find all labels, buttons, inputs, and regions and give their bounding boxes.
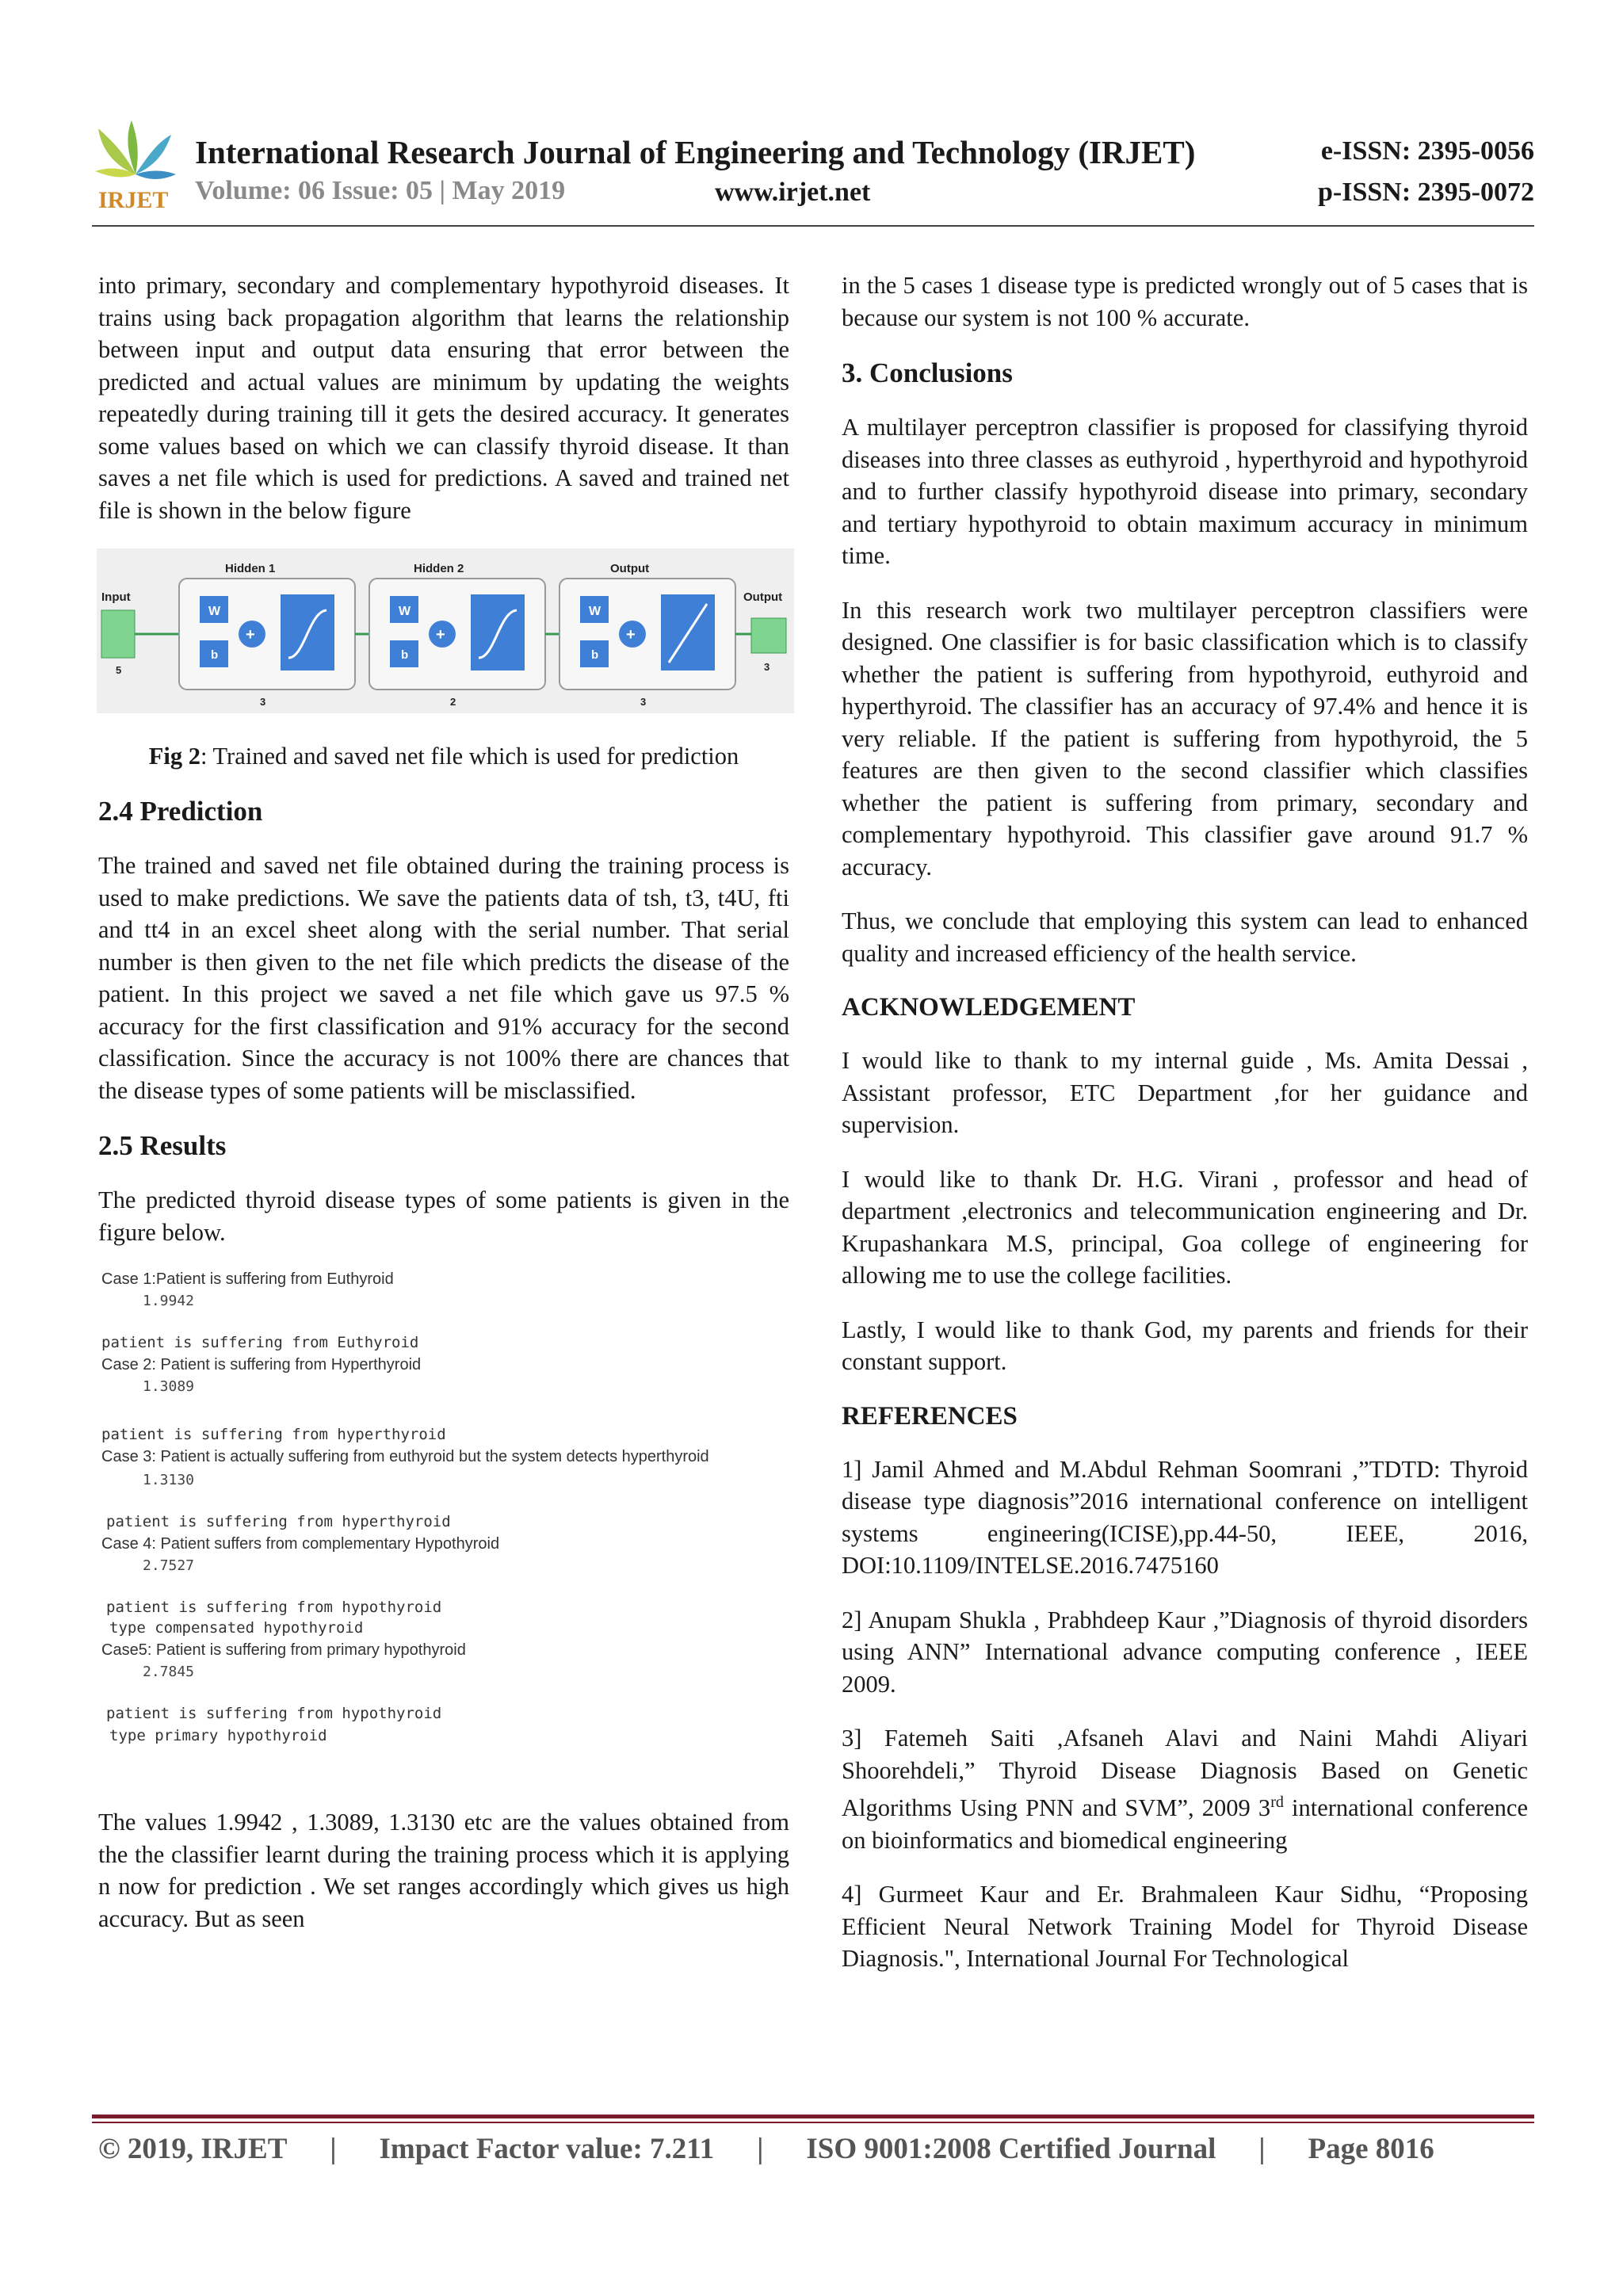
- results-figure: [98, 1270, 789, 1778]
- results-line: 1.3130: [143, 1472, 195, 1488]
- footer-copyright: © 2019, IRJET: [98, 2133, 288, 2165]
- reference-3: [842, 1722, 1528, 1856]
- results-line: 1.9942: [143, 1293, 195, 1309]
- reference-3-superscript: rd: [1270, 1794, 1284, 1811]
- svg-text:b: b: [211, 648, 219, 662]
- svg-text:+: +: [246, 626, 255, 644]
- conclusion-paragraph-1: A multilayer perceptron classifier is proposed for classifying thyroid diseases into three classes as euthyroid , hyperthyroid and hypothyroid and to further classify hypothyroid disease into primary, secondary and tertiary hypothyroid to obtain maximum accuracy in minimum time.: [842, 414, 1528, 569]
- caption-text: : Trained and saved net file which is used for prediction: [200, 743, 739, 770]
- results-line: patient is suffering from hyperthyroid: [106, 1513, 451, 1530]
- results-line: 1.3089: [143, 1378, 195, 1395]
- footer-impact-factor: Impact Factor value: 7.211: [379, 2133, 715, 2165]
- svg-text:3: 3: [764, 661, 770, 673]
- svg-text:Output: Output: [743, 590, 783, 604]
- figure-2-network: [97, 548, 794, 713]
- footer-divider-thick: [92, 2115, 1534, 2118]
- eissn: e-ISSN: 2395-0056: [1320, 136, 1534, 166]
- reference-2: 2] Anupam Shukla , Prabhdeep Kaur ,”Diagnosis of thyroid disorders using ANN” International advance computing conference , IEEE 2009.: [842, 1606, 1528, 1698]
- reference-3-main: 3] Fatemeh Saiti ,Afsaneh Alavi and Naini Mahdi Aliyari Shoorehdeli,” Thyroid Disease Diagnosis Based on Genetic Algorithms Using PNN and SVM”, 2009 3: [842, 1725, 1528, 1822]
- results-intro-paragraph: The predicted thyroid disease types of some patients is given in the figure below.: [98, 1186, 789, 1246]
- prediction-paragraph: The trained and saved net file obtained during the training process is used to make predictions. We save the patients data of tsh, t3, t4U, fti and tt4 in an excel sheet along with the serial number. That serial number is then given to the net file which predicts the disease of the patient. In this project we saved a net file which gave us 97.5 % accuracy for the first classification and 91% accuracy for the second classification. Since the accuracy is not 100% there are chances that the disease types of some patients will be misclassified.: [98, 852, 789, 1104]
- journal-title: International Research Journal of Engineering and Technology (IRJET): [195, 134, 1196, 170]
- volume-info: Volume: 06 Issue: 05 | May 2019: [195, 176, 566, 205]
- page-header: [92, 119, 1534, 230]
- svg-text:b: b: [591, 648, 599, 662]
- svg-text:W: W: [208, 605, 221, 618]
- footer-iso: ISO 9001:2008 Certified Journal: [806, 2133, 1216, 2165]
- intro-paragraph: into primary, secondary and complementary hypothyroid diseases. It trains using back propagation algorithm that learns the relationship between input and output data ensuring that error between the predicted and actual values are minimum by updating the weights repeatedly during training till it gets the desired accuracy. It generates some values based on which we can classify thyroid disease. It than saves a net file which is used for predictions. A saved and trained net file is shown in the below figure: [98, 272, 789, 524]
- page-footer: [98, 2132, 1541, 2166]
- results-line: Case 3: Patient is actually suffering from euthyroid but the system detects hyperthyroid: [101, 1448, 709, 1465]
- results-line: Case 1:Patient is suffering from Euthyroid: [101, 1270, 394, 1288]
- header-divider: [92, 225, 1534, 227]
- ack-paragraph-1: I would like to thank to my internal guide , Ms. Amita Dessai , Assistant professor, ETC Department ,for her guidance and supervision.: [842, 1047, 1528, 1138]
- svg-text:W: W: [589, 605, 601, 618]
- reference-3-tail: international conference on bioinformatics and biomedical engineering: [842, 1794, 1529, 1854]
- svg-text:IRJET: IRJET: [98, 187, 169, 212]
- svg-text:5: 5: [116, 664, 122, 676]
- section-heading-prediction: 2.4 Prediction: [98, 796, 263, 827]
- pissn: p-ISSN: 2395-0072: [1318, 178, 1534, 207]
- section-heading-results: 2.5 Results: [98, 1130, 227, 1161]
- svg-text:+: +: [436, 626, 445, 644]
- results-line: 2.7845: [143, 1664, 195, 1680]
- svg-text:Input: Input: [101, 590, 131, 604]
- footer-separator: |: [1258, 2133, 1266, 2165]
- caption-label: Fig 2: [148, 743, 200, 770]
- footer-divider-thin: [92, 2122, 1534, 2123]
- svg-text:W: W: [399, 605, 411, 618]
- reference-1: 1] Jamil Ahmed and M.Abdul Rehman Soomrani ,”TDTD: Thyroid disease type diagnosis”2016 international conference on intelligent systems engineering(ICISE),pp.44-50, IEEE, 2016, DOI:10.1109/INTELSE.2016.7475160: [842, 1455, 1528, 1579]
- footer-separator: |: [330, 2133, 337, 2165]
- results-line: type compensated hypothyroid: [109, 1619, 364, 1637]
- results-line: Case5: Patient is suffering from primary hypothyroid: [101, 1641, 466, 1659]
- reference-4: 4] Gurmeet Kaur and Er. Brahmaleen Kaur Sidhu, “Proposing Efficient Neural Network Training Model for Thyroid Disease Diagnosis.", International Journal For Technological: [842, 1881, 1528, 1973]
- svg-text:+: +: [626, 626, 636, 644]
- results-line: patient is suffering from hyperthyroid: [101, 1426, 446, 1443]
- section-heading-conclusions: 3. Conclusions: [842, 357, 1013, 388]
- right-column: [842, 269, 1528, 1997]
- footer-separator: |: [757, 2133, 764, 2165]
- conclusion-paragraph-3: Thus, we conclude that employing this system can lead to enhanced quality and increased efficiency of the health service.: [842, 907, 1528, 967]
- values-paragraph: The values 1.9942 , 1.3089, 1.3130 etc are the values obtained from the the classifier learnt during the training process which it is applying n now for prediction . We set ranges accordingly which gives us high accuracy. But as seen: [98, 1809, 789, 1932]
- section-heading-references: REFERENCES: [842, 1401, 1018, 1431]
- figure-2-caption: [130, 740, 758, 772]
- results-line: patient is suffering from Euthyroid: [101, 1334, 419, 1351]
- svg-text:3: 3: [260, 696, 266, 708]
- svg-text:Hidden 1: Hidden 1: [225, 562, 276, 575]
- results-line: patient is suffering from hypothyroid: [106, 1705, 442, 1722]
- svg-text:3: 3: [640, 696, 647, 708]
- svg-text:Output: Output: [610, 562, 650, 575]
- continued-paragraph: in the 5 cases 1 disease type is predicted wrongly out of 5 cases that is because our system is not 100 % accurate.: [842, 272, 1528, 331]
- website-link[interactable]: www.irjet.net: [715, 178, 871, 207]
- results-line: Case 2: Patient is suffering from Hyperthyroid: [101, 1356, 422, 1373]
- results-line: patient is suffering from hypothyroid: [106, 1599, 442, 1616]
- svg-text:b: b: [401, 648, 409, 662]
- svg-text:2: 2: [450, 696, 456, 708]
- footer-page-number: Page 8016: [1308, 2133, 1434, 2165]
- ack-paragraph-2: I would like to thank Dr. H.G. Virani , professor and head of department ,electronics and telecommunication engineering and Dr. Krupashankara M.S, principal, Goa college of engineering for allowing me to use the college facilities.: [842, 1165, 1528, 1289]
- ack-paragraph-3: Lastly, I would like to thank God, my parents and friends for their constant support.: [842, 1316, 1528, 1375]
- results-line: Case 4: Patient suffers from complementary Hypothyroid: [101, 1535, 500, 1553]
- results-line: type primary hypothyroid: [109, 1727, 327, 1744]
- results-line: 2.7527: [143, 1557, 195, 1574]
- svg-text:Hidden 2: Hidden 2: [414, 562, 464, 575]
- irjet-logo: [92, 119, 179, 212]
- left-column: [98, 269, 789, 1957]
- section-heading-acknowledgement: ACKNOWLEDGEMENT: [842, 993, 1136, 1022]
- conclusion-paragraph-2: In this research work two multilayer perceptron classifiers were designed. One classifier is for basic classification which is to classify whether the patient is suffering from hypothyroid, euthyroid and hyperthyroid. The classifier has an accuracy of 97.4% and hence it is very reliable. If the patient is suffering from hypothyroid, the 5 features are then given to the second classifier which classifies whether the patient is suffering from primary, secondary and complementary hypothyroid. This classifier gave around 91.7 % accuracy.: [842, 596, 1528, 881]
